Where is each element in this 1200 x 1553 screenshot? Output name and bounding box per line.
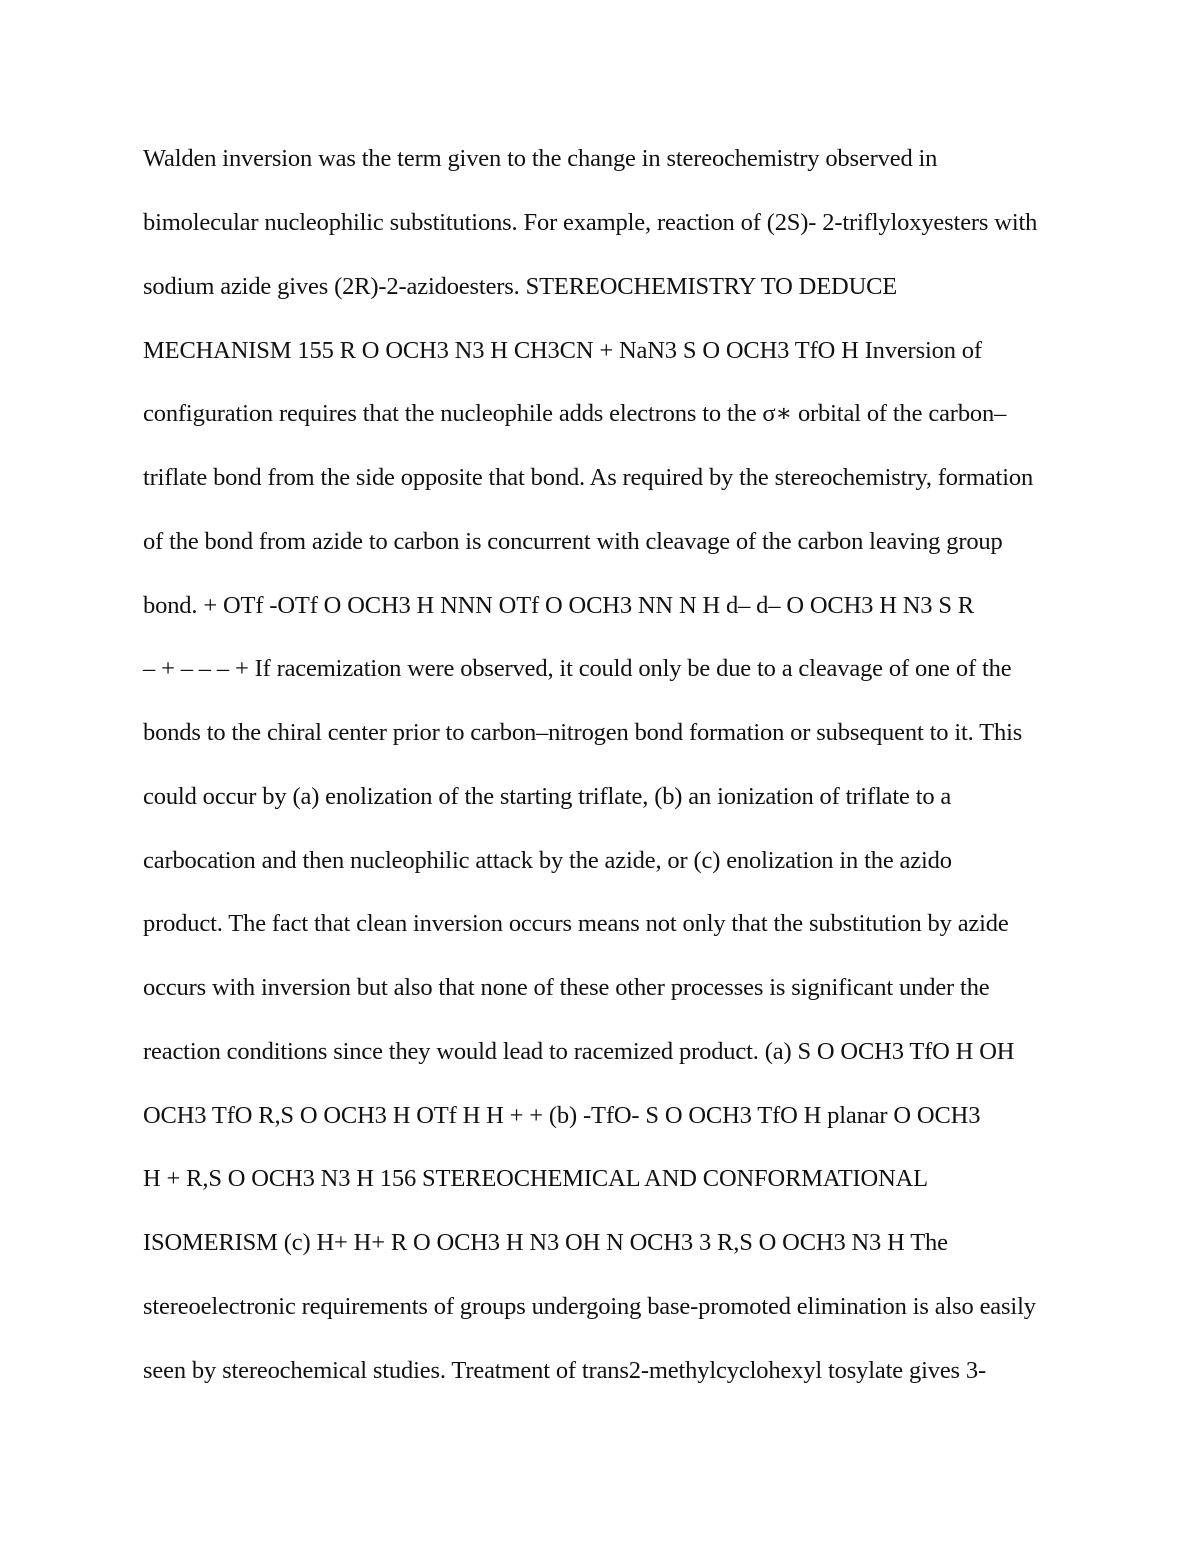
text-line: ISOMERISM (c) H+ H+ R O OCH3 H N3 OH N OCH3 3 R,S O OCH3 N3 H The [143,1229,948,1256]
text-line: could occur by (a) enolization of the starting triflate, (b) an ionization of triflate to a [143,783,952,810]
text-line: product. The fact that clean inversion occurs means not only that the substitution by azide [143,910,1009,937]
text-line: bond. + OTf -OTf O OCH3 H NNN OTf O OCH3 NN N H d– d– O OCH3 H N3 S R [143,592,974,619]
text-line: carbocation and then nucleophilic attack by the azide, or (c) enolization in the azido [143,847,952,874]
text-line: MECHANISM 155 R O OCH3 N3 H CH3CN + NaN3 S O OCH3 TfO H Inversion of [143,337,982,364]
text-line: occurs with inversion but also that none of these other processes is significant under the [143,974,990,1001]
text-line: of the bond from azide to carbon is concurrent with cleavage of the carbon leaving group [143,528,1003,555]
text-line: triflate bond from the side opposite that bond. As required by the stereochemistry, formation [143,464,1034,491]
text-line: bimolecular nucleophilic substitutions. For example, reaction of (2S)- 2-triflyloxyesters with [143,209,1038,236]
text-line: OCH3 TfO R,S O OCH3 H OTf H H + + (b) -TfO- S O OCH3 TfO H planar O OCH3 [143,1102,981,1129]
text-line: stereoelectronic requirements of groups undergoing base-promoted elimination is also easily [143,1293,1036,1320]
text-line: H + R,S O OCH3 N3 H 156 STEREOCHEMICAL AND CONFORMATIONAL [143,1165,928,1192]
text-line: Walden inversion was the term given to the change in stereochemistry observed in [143,145,938,172]
text-line: sodium azide gives (2R)-2-azidoesters. STEREOCHEMISTRY TO DEDUCE [143,273,898,300]
text-line: bonds to the chiral center prior to carbon–nitrogen bond formation or subsequent to it. This [143,719,1023,746]
text-line: configuration requires that the nucleophile adds electrons to the σ∗ orbital of the carbon– [143,400,1007,427]
text-line: – + – – – + If racemization were observed, it could only be due to a cleavage of one of the [143,655,1012,682]
text-line: reaction conditions since they would lead to racemized product. (a) S O OCH3 TfO H OH [143,1038,1015,1065]
text-line: seen by stereochemical studies. Treatment of trans2-methylcyclohexyl tosylate gives 3- [143,1357,987,1384]
